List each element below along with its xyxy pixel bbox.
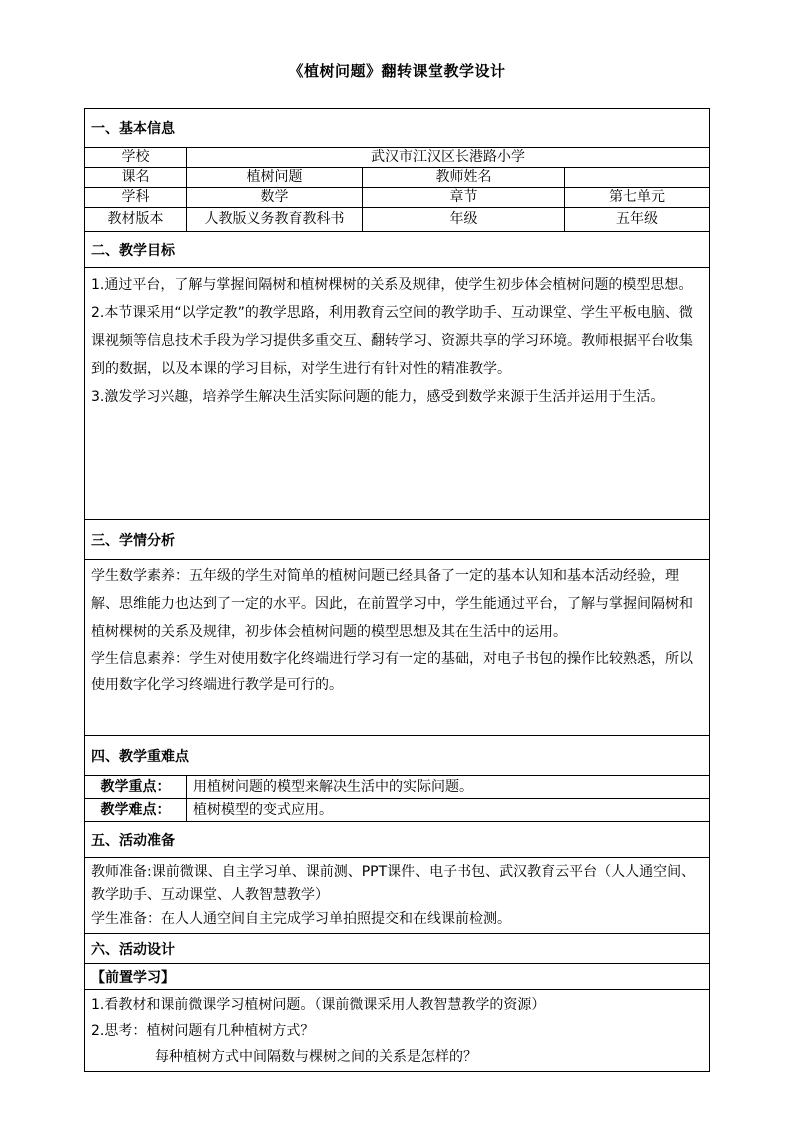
chapter-label: 章节 xyxy=(363,188,565,207)
preparation-content xyxy=(84,858,710,934)
focus-value: 用植树问题的模型来解决生活中的实际问题。 xyxy=(193,779,473,795)
page-title: 《植树问题》翻转课堂教学设计 xyxy=(288,62,506,80)
section-goals-header xyxy=(84,232,710,268)
section-preparation-header xyxy=(84,822,710,858)
difficulty-label: 教学难点： xyxy=(85,799,187,821)
activity-step-2-followup: 每种植树方式中间隔数与棵树之间的关系是怎样的？ xyxy=(155,1049,477,1065)
difficulty-value: 植树模型的变式应用。 xyxy=(193,802,333,818)
subject-value: 数学 xyxy=(187,188,363,207)
activity-content xyxy=(84,990,710,1072)
section-title: 四、教学重难点 xyxy=(91,748,189,765)
edition-value: 人教版义务教育教科书 xyxy=(187,208,363,231)
focus-label: 教学重点： xyxy=(85,776,187,798)
analysis-math: 学生数学素养：五年级的学生对简单的植树问题已经具备了一定的基本认知和基本活动经验，理解、思维能力也达到了一定的水平。因此，在前置学习中，学生能通过平台，了解与掌握间隔树和植树棵树的关系及规律，初步体会植树问题的模型思想及其在生活中的运用。 xyxy=(91,568,693,640)
school-value: 武汉市江汉区长港路小学 xyxy=(371,149,525,165)
teacher-value xyxy=(565,168,709,187)
difficulty-row xyxy=(84,799,710,822)
info-row-subject xyxy=(84,188,710,208)
lesson-value: 植树问题 xyxy=(187,168,363,187)
focus-row xyxy=(84,776,710,799)
info-row-school xyxy=(84,148,710,168)
grade-label: 年级 xyxy=(363,208,565,231)
section-title: 六、活动设计 xyxy=(91,941,175,958)
section-title: 五、活动准备 xyxy=(91,832,175,849)
analysis-content xyxy=(84,560,710,736)
lesson-label: 课名 xyxy=(85,168,187,187)
chapter-value: 第七单元 xyxy=(609,189,665,205)
section-title: 一、基本信息 xyxy=(91,121,175,137)
section-keypoints-header xyxy=(84,736,710,776)
goal-3: 3.激发学习兴趣，培养学生解决生活实际问题的能力，感受到数学来源于生活并运用于生活。 xyxy=(91,389,665,405)
grade-value: 五年级 xyxy=(616,211,658,227)
goals-content xyxy=(84,268,710,520)
analysis-info: 学生信息素养：学生对使用数字化终端进行学习有一定的基础，对电子书包的操作比较熟悉，所以使用数字化学习终端进行教学是可行的。 xyxy=(91,651,693,693)
teacher-label: 教师姓名 xyxy=(363,168,565,187)
student-preparation: 学生准备：在人人通空间自主完成学习单拍照提交和在线课前检测。 xyxy=(91,911,511,927)
pre-learning-header xyxy=(84,964,710,990)
section-title: 二、教学目标 xyxy=(91,242,175,259)
section-basic-info-header xyxy=(84,108,710,148)
subject-label: 学科 xyxy=(85,188,187,207)
activity-step-2: 2.思考：植树问题有几种植树方式？ xyxy=(91,1023,315,1039)
info-row-edition xyxy=(84,208,710,232)
section-activity-header xyxy=(84,934,710,964)
info-row-lesson xyxy=(84,168,710,188)
school-label: 学校 xyxy=(85,148,187,167)
section-title: 三、学情分析 xyxy=(91,532,175,549)
activity-step-1: 1.看教材和课前微课学习植树问题。（课前微课采用人教智慧教学的资源） xyxy=(91,997,546,1013)
section-analysis-header xyxy=(84,520,710,560)
goal-1: 1.通过平台，了解与掌握间隔树和植树棵树的关系及规律，使学生初步体会植树问题的模型思想。 xyxy=(91,277,693,293)
teacher-preparation: 教师准备:课前微课、自主学习单、课前测、PPT课件、电子书包、武汉教育云平台（人人通空间、教学助手、互动课堂、人教智慧教学） xyxy=(91,864,696,903)
pre-learning-title: 【前置学习】 xyxy=(91,969,175,986)
goal-2: 2.本节课采用“以学定教”的教学思路，利用教育云空间的教学助手、互动课堂、学生平板电脑、微课视频等信息技术手段为学习提供多重交互、翻转学习、资源共享的学习环境。教师根据平台收集到的数据，以及本课的学习目标，对学生进行有针对性的精准教学。 xyxy=(91,305,693,377)
edition-label: 教材版本 xyxy=(85,208,187,231)
